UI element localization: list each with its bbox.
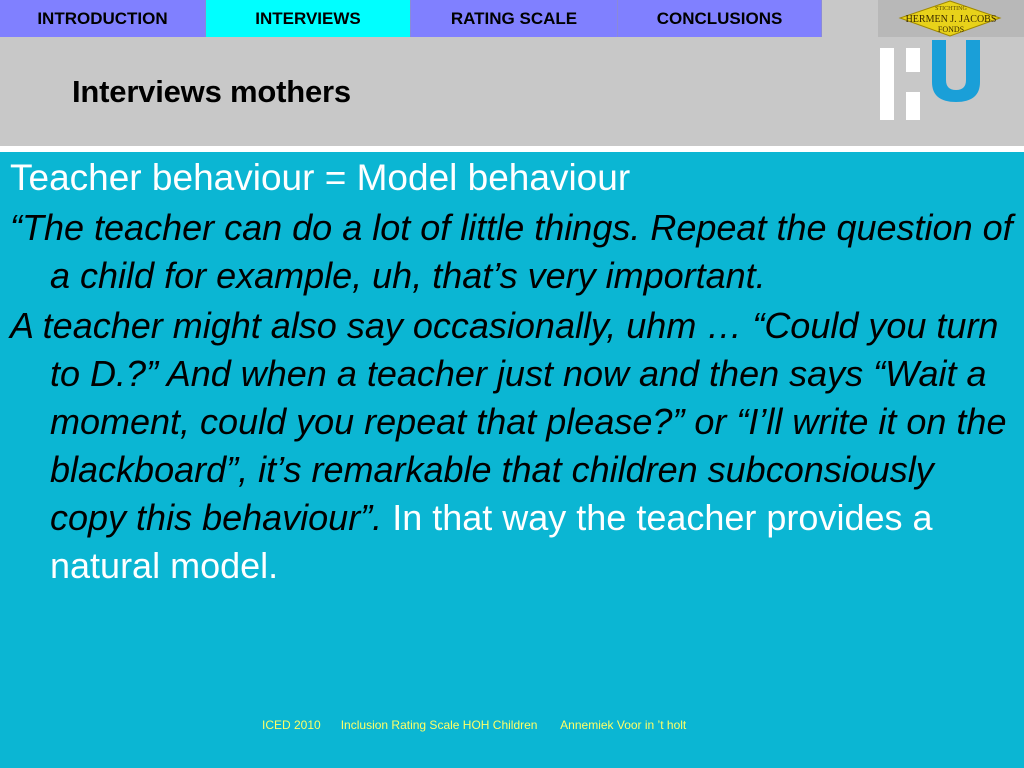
logo-line-1: STICHTING: [935, 6, 967, 12]
slide-body: [10, 150, 1014, 590]
page-title: Interviews mothers: [72, 74, 351, 109]
footer-event: ICED 2010: [262, 718, 321, 732]
foundation-logo-area: [878, 0, 1024, 37]
tab-conclusions[interactable]: CONCLUSIONS: [618, 0, 822, 37]
tab-introduction[interactable]: INTRODUCTION: [0, 0, 206, 37]
quote-paragraph-2-italic: A teacher might also say occasionally, uhm … “Could you turn to D.?” And when a teacher just now and then says “Wait a moment, could you repeat that please?” or “I’ll write it on the blackboard”, it’s remarkable that children subconsiously copy this behaviour”.: [10, 305, 1007, 538]
logo-line-2: HERMEN J. JACOBS: [905, 14, 997, 25]
quote-paragraph-2-conclusion: In that way the teacher provides a natural model.: [50, 497, 933, 586]
quote-paragraph-1: “The teacher can do a lot of little things. Repeat the question of a child for example, uh, that’s very important.: [10, 207, 1013, 296]
tab-interviews[interactable]: INTERVIEWS: [206, 0, 411, 37]
footer-subject: Inclusion Rating Scale HOH Children: [340, 718, 538, 732]
footer-author: Annemiek Voor in ’t holt: [560, 718, 687, 732]
nav-tabs: [0, 0, 822, 37]
quote-paragraph-2: [10, 302, 1014, 590]
logo-line-3: FONDS: [937, 25, 965, 34]
tab-rating-scale[interactable]: RATING SCALE: [411, 0, 618, 37]
hu-university-logo: [880, 40, 980, 122]
footer: [262, 718, 686, 732]
foundation-logo: [878, 0, 1024, 37]
slide-heading: Teacher behaviour = Model behaviour: [10, 157, 631, 198]
